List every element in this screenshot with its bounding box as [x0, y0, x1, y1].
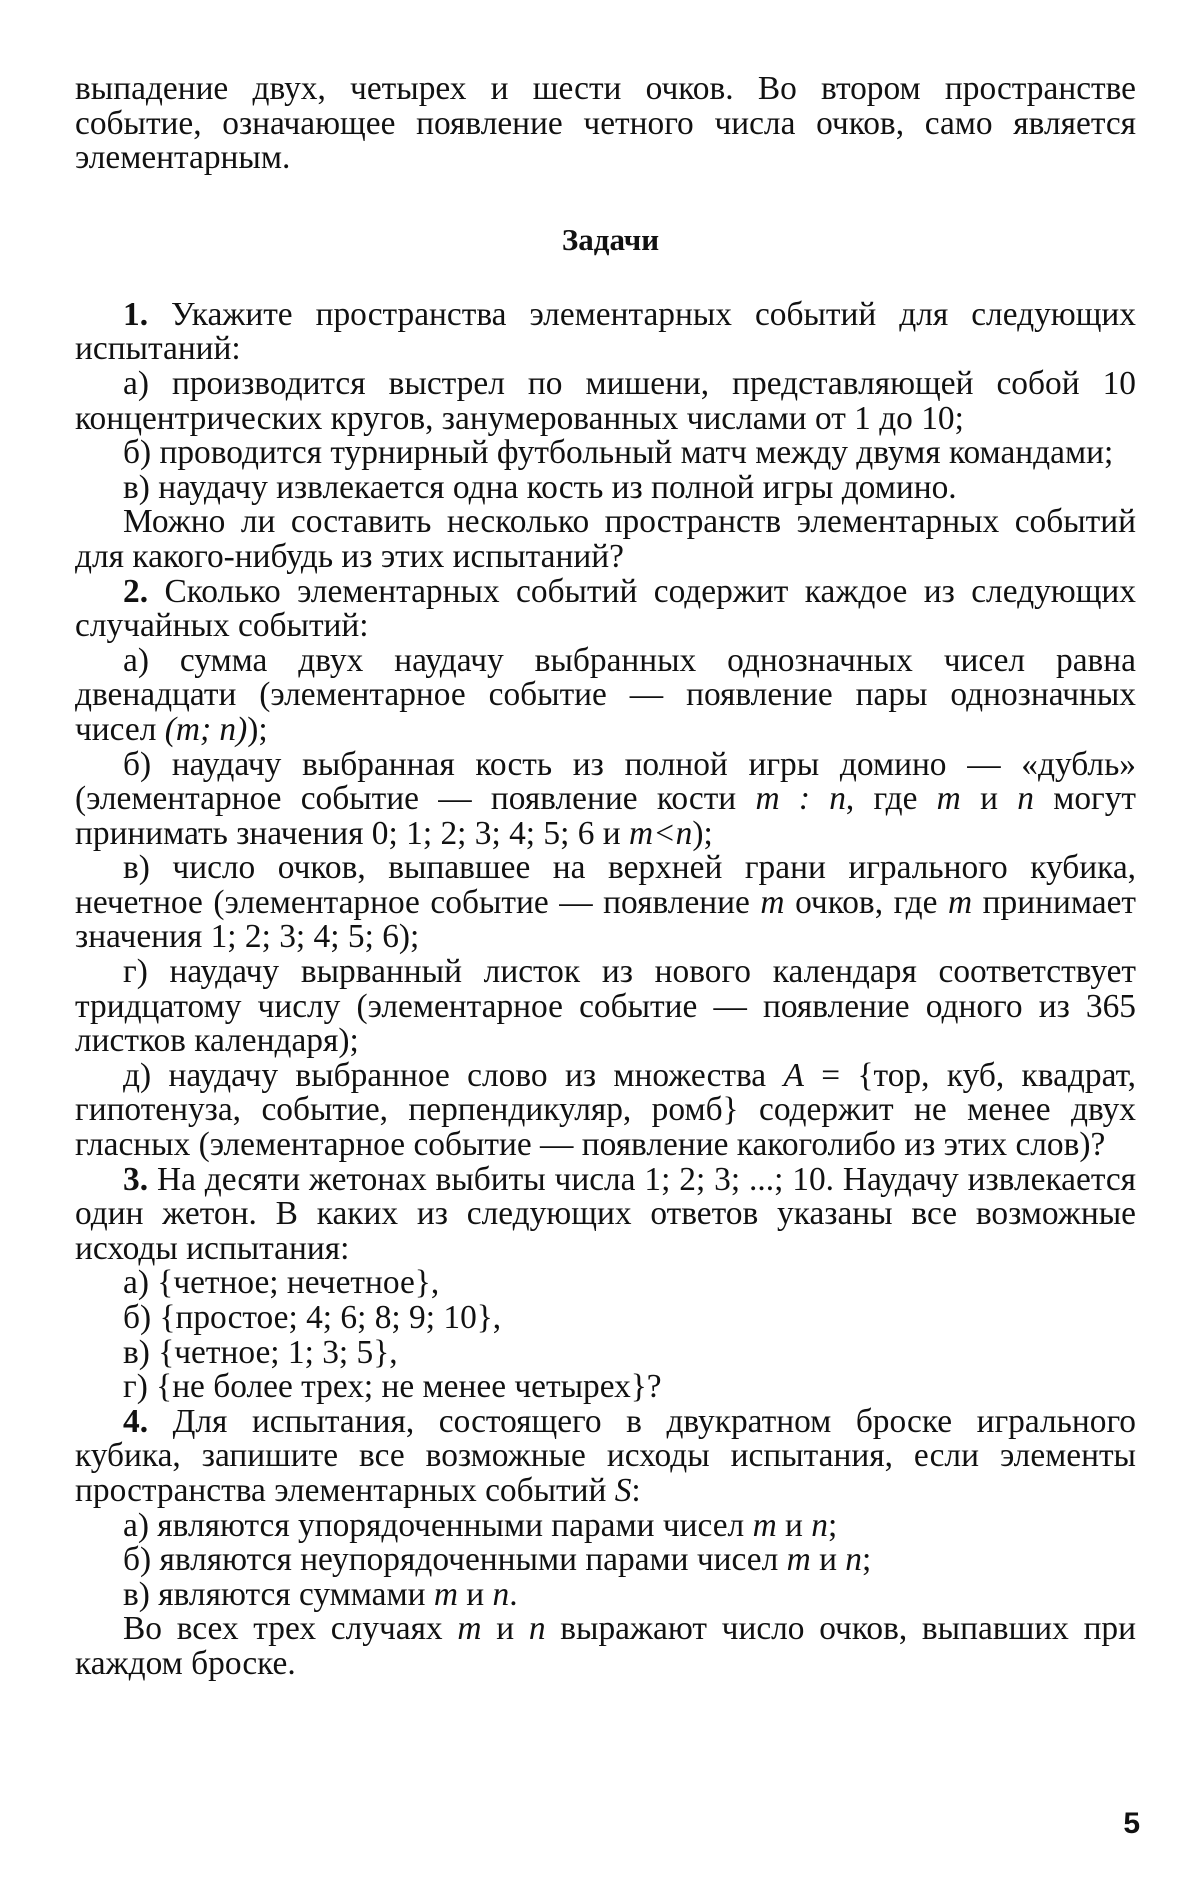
problem-4-text: Для испытания, состоящего в двукратном броске игрального кубика, запишите все возможные исходы испытания, если элементы пространства элементарных событий [75, 1402, 1136, 1509]
problem-2-item-d: г) наудачу вырванный листок из нового календаря соответствует тридцатому числу (элементарное событие — появление одного из 365 листков календаря); [75, 953, 1136, 1060]
problem-2 [75, 572, 1136, 645]
problem-4-number: 4. [123, 1402, 149, 1440]
problem-4-final-text: Во всех трех случаях [123, 1610, 458, 1648]
conj: и [810, 1541, 846, 1579]
problem-2-text: Сколько элементарных событий содержит каждое из следующих случайных событий: [75, 572, 1136, 645]
punct: . [509, 1575, 518, 1613]
problem-4-item-a-text: а) являются упорядоченными парами чисел [123, 1506, 753, 1544]
problem-1-item-a: а) производится выстрел по мишени, представляющей собой 10 концентрических кругов, занумерованных числами от 1 до 10; [75, 364, 1136, 437]
conj: и [457, 1575, 493, 1613]
var-m: m [786, 1541, 811, 1579]
problem-2-number: 2. [123, 572, 149, 610]
var-m: m [760, 883, 785, 921]
problem-4-item-c [75, 1575, 1136, 1613]
problem-2-item-a [75, 641, 1136, 748]
var-n: n [528, 1610, 546, 1648]
problem-3-item-c: в) {четное; 1; 3; 5}, [123, 1333, 398, 1371]
problem-1-text: Укажите пространства элементарных событий для следующих испытаний: [75, 295, 1136, 368]
problem-1 [75, 295, 1136, 368]
intro-paragraph: выпадение двух, четырех и шести очков. Во втором пространстве событие, означающее появление четного числа очков, само является элементарным. [75, 70, 1136, 177]
problem-2-item-a-text: а) сумма двух наудачу выбранных однозначных чисел равна двенадцати (элементарное событие — появление пары однозначных чисел [75, 641, 1136, 748]
problem-1-question: Можно ли составить несколько пространств элементарных событий для какого-нибудь из этих испытаний? [75, 503, 1136, 575]
problem-2-item-b-text: б) наудачу выбранная кость из полной игры домино — «дубль» (элементарное событие — появление кости [75, 745, 1136, 818]
var-n: n [811, 1506, 828, 1544]
problem-2-item-c-end: принимает значения 1; 2; 3; 4; 5; 6); [75, 883, 1136, 956]
problem-2-item-c [75, 851, 1136, 955]
var-m: m [433, 1575, 458, 1613]
formula-pair: (m; n) [164, 710, 248, 748]
section-heading: Задачи [561, 221, 660, 257]
problem-3-number: 3. [123, 1160, 149, 1198]
problem-3-text: На десяти жетонах выбиты числа 1; 2; 3; ...; 10. Наудачу извлекается один жетон. В каких из следующих ответов указаны все возможные исходы испытания: [75, 1160, 1136, 1267]
problem-3-item-b: б) {простое; 4; 6; 8; 9; 10}, [123, 1299, 502, 1336]
problem-4 [75, 1402, 1136, 1509]
var-m: m [948, 883, 973, 921]
problem-4-item-b [75, 1543, 1136, 1578]
problem-2-item-e-end: = {тор, куб, квадрат, гипотенуза, событие, перпендикуляр, ромб} содержит не менее двух гласных (элементарное событие — появление какоголибо из этих слов)? [75, 1056, 1136, 1164]
var-n: n [492, 1575, 510, 1613]
problem-2-item-b [75, 745, 1137, 852]
problem-2-item-b-text2: , где [845, 780, 937, 818]
problem-4-item-a [75, 1506, 1136, 1544]
problem-1-number: 1. [123, 295, 149, 333]
var-m: m [752, 1506, 777, 1544]
var-n: n [845, 1541, 862, 1579]
problem-4-item-c-text: в) являются суммами [123, 1575, 434, 1613]
var-n: n [1017, 780, 1034, 818]
formula-bone: m : n [755, 780, 846, 818]
punct: ; [827, 1506, 838, 1544]
problem-4-text-end: : [631, 1471, 641, 1509]
var-A: A [783, 1056, 804, 1094]
conj: и [776, 1506, 812, 1544]
problem-4-final-end: выражают число очков, выпавших при каждом броске. [75, 1610, 1136, 1682]
problem-2-item-a-end: ); [247, 710, 268, 748]
problem-2-item-c-text: в) число очков, выпавшее на верхней грани игрального кубика, нечетное (элементарное событие — появление [75, 849, 1136, 921]
problem-2-item-e-text: д) наудачу выбранное слово из множества [123, 1056, 784, 1094]
var-S: S [614, 1471, 632, 1509]
problem-2-item-c-text2: очков, где [784, 883, 948, 921]
problem-3 [75, 1160, 1136, 1267]
problem-3-item-a: а) {четное; нечетное}, [123, 1264, 440, 1302]
problem-4-item-b-text: б) являются неупорядоченными парами чисел [123, 1541, 787, 1579]
problem-1-item-b: б) проводится турнирный футбольный матч между двумя командами; [123, 434, 1114, 472]
punct: ; [862, 1541, 872, 1579]
problem-2-item-b-text3: и [960, 780, 1018, 818]
problem-4-final [75, 1612, 1136, 1681]
problem-1-item-c: в) наудачу извлекается одна кость из полной игры домино. [123, 468, 957, 506]
problem-2-item-b-text4: могут принимать значения 0; 1; 2; 3; 4; 5; 6 и [75, 780, 1137, 852]
problem-2-item-b-end: ); [692, 814, 713, 852]
problem-3-item-d: г) {не более трех; не менее четырех}? [123, 1368, 662, 1406]
conj: и [481, 1610, 529, 1648]
page-number: 5 [1123, 1807, 1140, 1840]
formula-inequality: m<n [628, 814, 693, 852]
var-m: m [457, 1610, 482, 1648]
problem-2-item-e [75, 1056, 1136, 1164]
var-m: m [936, 780, 961, 818]
